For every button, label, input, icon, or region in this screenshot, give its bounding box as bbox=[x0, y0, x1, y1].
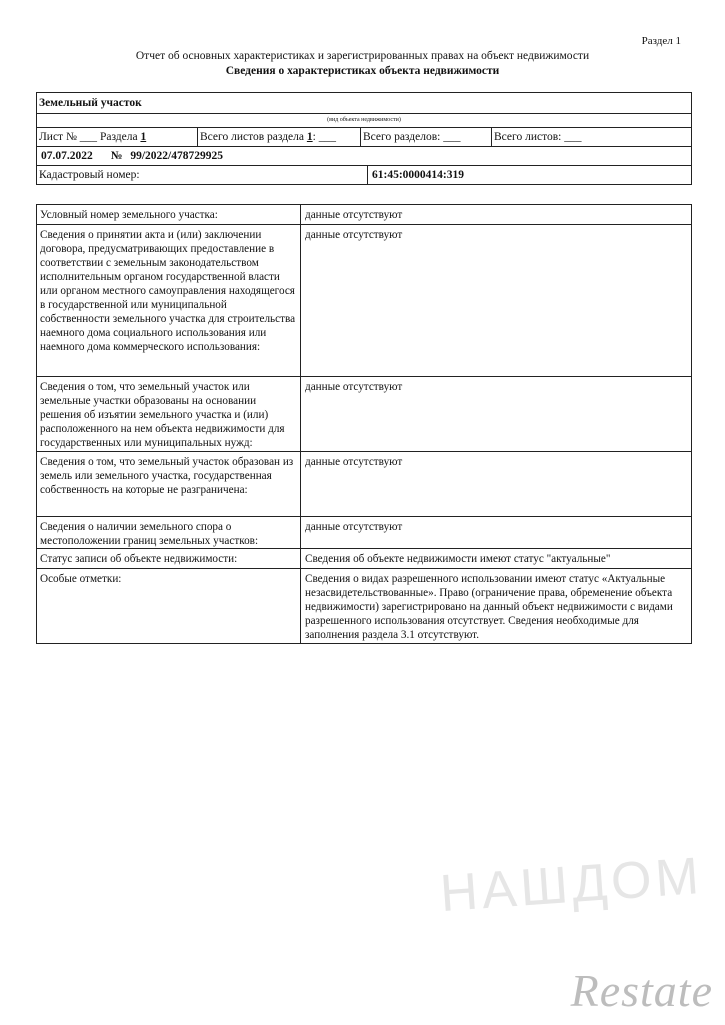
row-value: данные отсутствуют bbox=[305, 521, 403, 533]
row-value: Сведения об объекте недвижимости имеют статус "актуальные" bbox=[305, 553, 611, 565]
row-label: Особые отметки: bbox=[37, 569, 301, 643]
row-label: Сведения о том, что земельный участок или земельные участки образованы на основании решения об изъятии земельного участка и (или) расположенного на нем объекта недвижимости для государственных или муниципальных нужд: bbox=[37, 377, 301, 451]
header-block bbox=[36, 92, 692, 185]
sheet-number-cell bbox=[37, 128, 198, 146]
table-row bbox=[37, 205, 691, 225]
row-value: данные отсутствуют bbox=[305, 229, 403, 241]
section-number: 1 bbox=[140, 131, 147, 143]
cadastral-value: 61:45:0000414:319 bbox=[372, 169, 464, 181]
section-sheets-prefix: Всего листов раздела bbox=[200, 131, 304, 143]
table-row bbox=[37, 377, 691, 452]
table-row bbox=[37, 225, 691, 377]
row-label: Статус записи об объекте недвижимости: bbox=[37, 549, 301, 568]
row-label: Условный номер земельного участка: bbox=[37, 205, 301, 224]
report-date: 07.07.2022 bbox=[41, 150, 93, 162]
cadastral-label: Кадастровый номер: bbox=[37, 166, 368, 184]
row-value: Сведения о видах разрешенного использовании имеют статус «Актуальные незасвидетельствованные». Право (ограничение права, обременение объекта недвижимости) зарегистрировано на данный объект недвижимости с видами разрешенного использования отсутствует. Сведения необходимые для заполнения раздела 3.1 отсутствуют. bbox=[305, 573, 673, 641]
sheet-label: Лист № ___ bbox=[39, 131, 98, 143]
row-label: Сведения о том, что земельный участок образован из земель или земельного участка, государственная собственность на которые не разграничена: bbox=[37, 452, 301, 516]
row-value: данные отсутствуют bbox=[305, 456, 403, 468]
watermark: НАШДОМ bbox=[438, 846, 705, 924]
sheet-info-row bbox=[37, 128, 691, 147]
total-sheets: Всего листов: ___ bbox=[494, 131, 582, 143]
row-label: Сведения о наличии земельного спора о местоположении границ земельных участков: bbox=[37, 517, 301, 548]
total-sections: Всего разделов: ___ bbox=[363, 131, 461, 143]
report-subtitle: Сведения о характеристиках объекта недвижимости bbox=[225, 65, 500, 77]
row-value: данные отсутствуют bbox=[305, 381, 403, 393]
section-prefix: Раздела bbox=[99, 131, 138, 143]
report-number: 99/2022/478729925 bbox=[130, 150, 223, 162]
row-value: данные отсутствуют bbox=[305, 209, 403, 221]
table-row bbox=[37, 452, 691, 517]
section-sheets-number: 1 bbox=[306, 131, 313, 143]
date-number-row bbox=[37, 147, 691, 166]
restate-logo: Restate bbox=[570, 965, 713, 1016]
total-sections-cell bbox=[361, 128, 492, 146]
object-type: Земельный участок bbox=[39, 97, 142, 109]
report-title: Отчет об основных характеристиках и зарегистрированных правах на объект недвижимости bbox=[135, 50, 590, 62]
section-label: Раздел 1 bbox=[641, 35, 681, 47]
characteristics-table bbox=[36, 204, 692, 644]
object-type-caption: (вид объекта недвижимости) bbox=[327, 117, 401, 123]
total-sheets-cell bbox=[492, 128, 691, 146]
cadastral-row bbox=[37, 166, 691, 184]
object-type-row bbox=[37, 93, 691, 114]
number-prefix: № bbox=[110, 150, 123, 162]
table-row bbox=[37, 517, 691, 549]
table-row bbox=[37, 569, 691, 643]
section-sheets-suffix: : ___ bbox=[312, 131, 336, 143]
table-row bbox=[37, 549, 691, 569]
row-label: Сведения о принятии акта и (или) заключении договора, предусматривающих предоставление в соответствии с земельным законодательством исполнительным органом государственной власти или органом местного самоуправления находящегося в государственной или муниципальной собственности земельного участка для строительства наемного дома социального использования или наемного дома коммерческого использования: bbox=[37, 225, 301, 376]
object-type-caption-row bbox=[37, 114, 691, 128]
section-sheets-cell bbox=[198, 128, 361, 146]
